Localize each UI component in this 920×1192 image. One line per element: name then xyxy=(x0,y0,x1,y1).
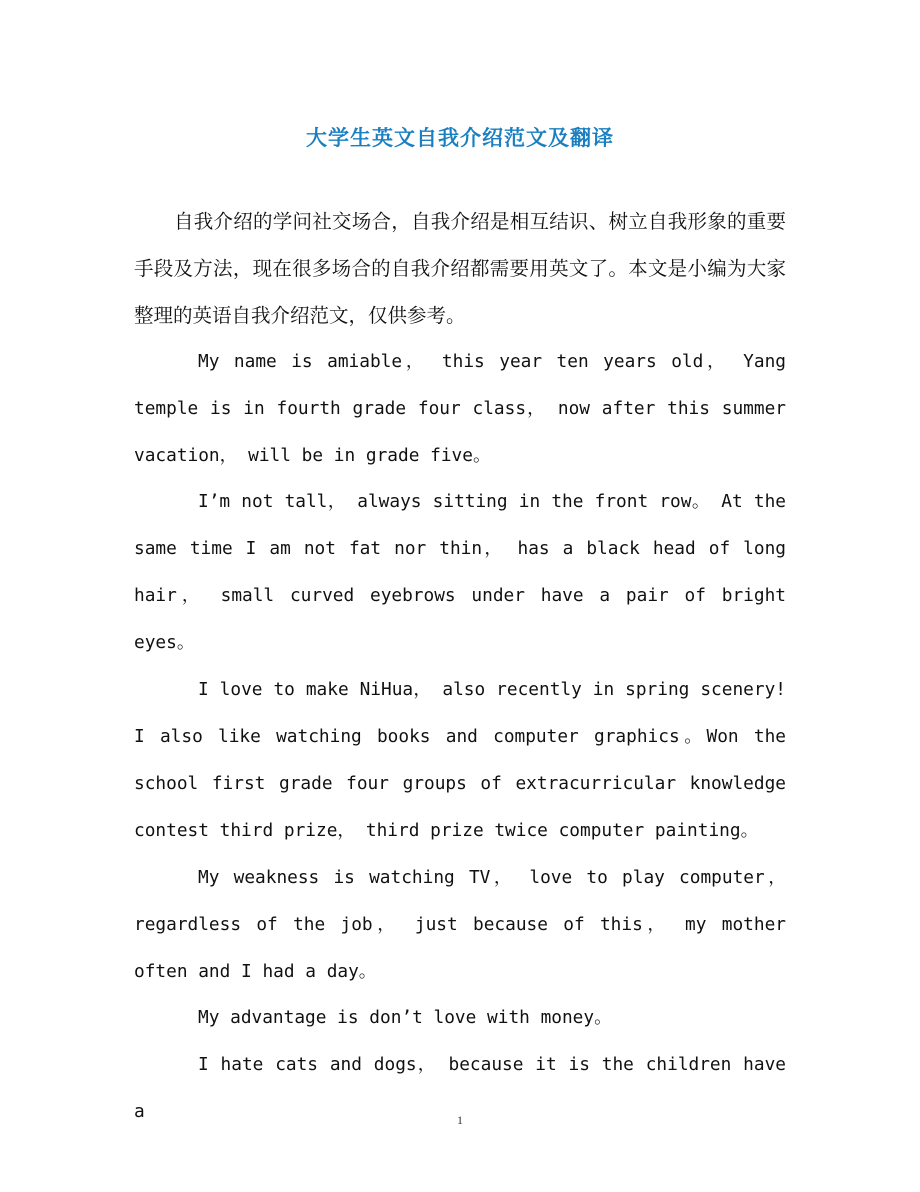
paragraph-weakness: My weakness is watching TV， love to play computer， regardless of the job， just because of this， my mother often and I had a day。 xyxy=(134,867,786,982)
paragraph-advantage: My advantage is don’t love with money。 xyxy=(198,1007,612,1028)
paragraph-name: My name is amiable， this year ten years old， Yang temple is in fourth grade four class， now after this summer vacation， will be in grade five。 xyxy=(134,351,786,466)
paragraph-appearance: I’m not tall， always sitting in the front row。 At the same time I am not fat nor thin， has a black head of long hair， small curved eyebrows under have a pair of bright eyes。 xyxy=(134,491,786,653)
paragraph-hobbies: I love to make NiHua， also recently in spring scenery! I also like watching books and computer graphics。Won the school first grade four groups of extracurricular knowledge contest third prize， third prize twice computer painting。 xyxy=(134,679,786,841)
paragraph-dislikes: I hate cats and dogs， because it is the children have a xyxy=(134,1054,786,1122)
page-title: 大学生英文自我介绍范文及翻译 xyxy=(306,125,614,150)
paragraph-intro: 自我介绍的学问社交场合，自我介绍是相互结识、树立自我形象的重要手段及方法，现在很多场合的自我介绍都需要用英文了。本文是小编为大家整理的英语自我介绍范文，仅供参考。 xyxy=(134,210,786,327)
page-number: 1 xyxy=(457,1113,463,1127)
